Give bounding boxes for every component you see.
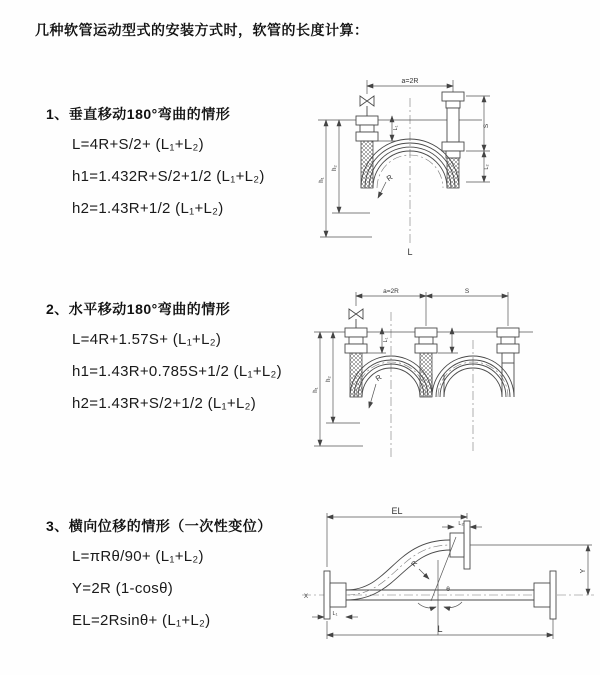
section-2-formula-h1: h1=1.43R+0.785S+1/2 (L₁+L₂) [72, 363, 282, 380]
dim-y [470, 545, 592, 595]
angle-label: θ [446, 586, 450, 593]
section-1-formula-h1: h1=1.432R+S/2+1/2 (L₁+L₂) [72, 168, 265, 185]
dim-label: S [483, 123, 490, 129]
section-1-heading: 1、垂直移动180°弯曲的情形 [46, 106, 231, 122]
dim-label: h₂ [332, 165, 338, 171]
diagram-horizontal-180-bend [308, 282, 600, 464]
dim-label: a=2R [401, 78, 419, 85]
radius-label: R [384, 172, 395, 184]
dim-label: L₁ [383, 337, 389, 343]
dim-label: L₁ [332, 611, 338, 617]
section-1-formula-h2: h2=1.43R+1/2 (L₁+L₂) [72, 200, 224, 217]
dim-label: h₂ [326, 376, 332, 382]
valve-icon [360, 96, 374, 116]
dim-label: L₂ [458, 521, 464, 527]
dim-el [327, 506, 467, 567]
page-title: 几种软管运动型式的安装方式时，软管的长度计算： [35, 22, 369, 38]
dim-l [327, 619, 553, 639]
dim-l2 [442, 521, 482, 527]
length-label: L [407, 247, 413, 257]
dim-label: a=2R [383, 288, 399, 295]
curved-hose-position [346, 540, 450, 600]
section-3-formula-l: L=πRθ/90+ (L₁+L₂) [72, 548, 204, 565]
right-flange [534, 571, 556, 619]
dim-a-2r [356, 288, 508, 326]
dim-label: L₁ [393, 125, 399, 131]
section-3-formula-el: EL=2Rsinθ+ (L₁+L₂) [72, 612, 211, 629]
right-fitting [497, 328, 519, 363]
dim-s [466, 96, 490, 151]
section-2-formula-h2: h2=1.43R+S/2+1/2 (L₁+L₂) [72, 395, 257, 412]
section-2-heading: 2、水平移动180°弯曲的情形 [46, 301, 231, 317]
dim-label: S [464, 288, 470, 295]
diagram-lateral-displacement [298, 505, 600, 647]
dim-label: EL [391, 506, 403, 516]
section-2-formula-l: L=4R+1.57S+ (L₁+L₂) [72, 331, 222, 348]
radius-callout [411, 560, 429, 579]
radius-callout [369, 372, 384, 408]
dim-label: L [437, 624, 443, 634]
dim-label: h₁ [319, 177, 325, 183]
radius-label: R [410, 559, 420, 569]
radius-callout [378, 172, 395, 198]
dim-label: Y [580, 568, 587, 574]
section-1-formula-l: L=4R+S/2+ (L₁+L₂) [72, 136, 204, 153]
dim-label: L₂ [484, 164, 490, 170]
dim-label: h₁ [313, 387, 319, 393]
fixed-end-mark: X [303, 594, 309, 600]
dim-l1 [312, 611, 358, 617]
section-3-formula-y: Y=2R (1-cosθ) [72, 580, 174, 597]
radius-label: R [373, 372, 384, 384]
valve-icon [349, 309, 363, 328]
dim-s [426, 288, 508, 296]
dim-a-2r [367, 78, 453, 94]
dim-l2 [466, 151, 490, 182]
section-3-heading: 3、横向位移的情形（一次性变位） [46, 518, 272, 534]
diagram-vertical-180-bend [312, 70, 598, 258]
